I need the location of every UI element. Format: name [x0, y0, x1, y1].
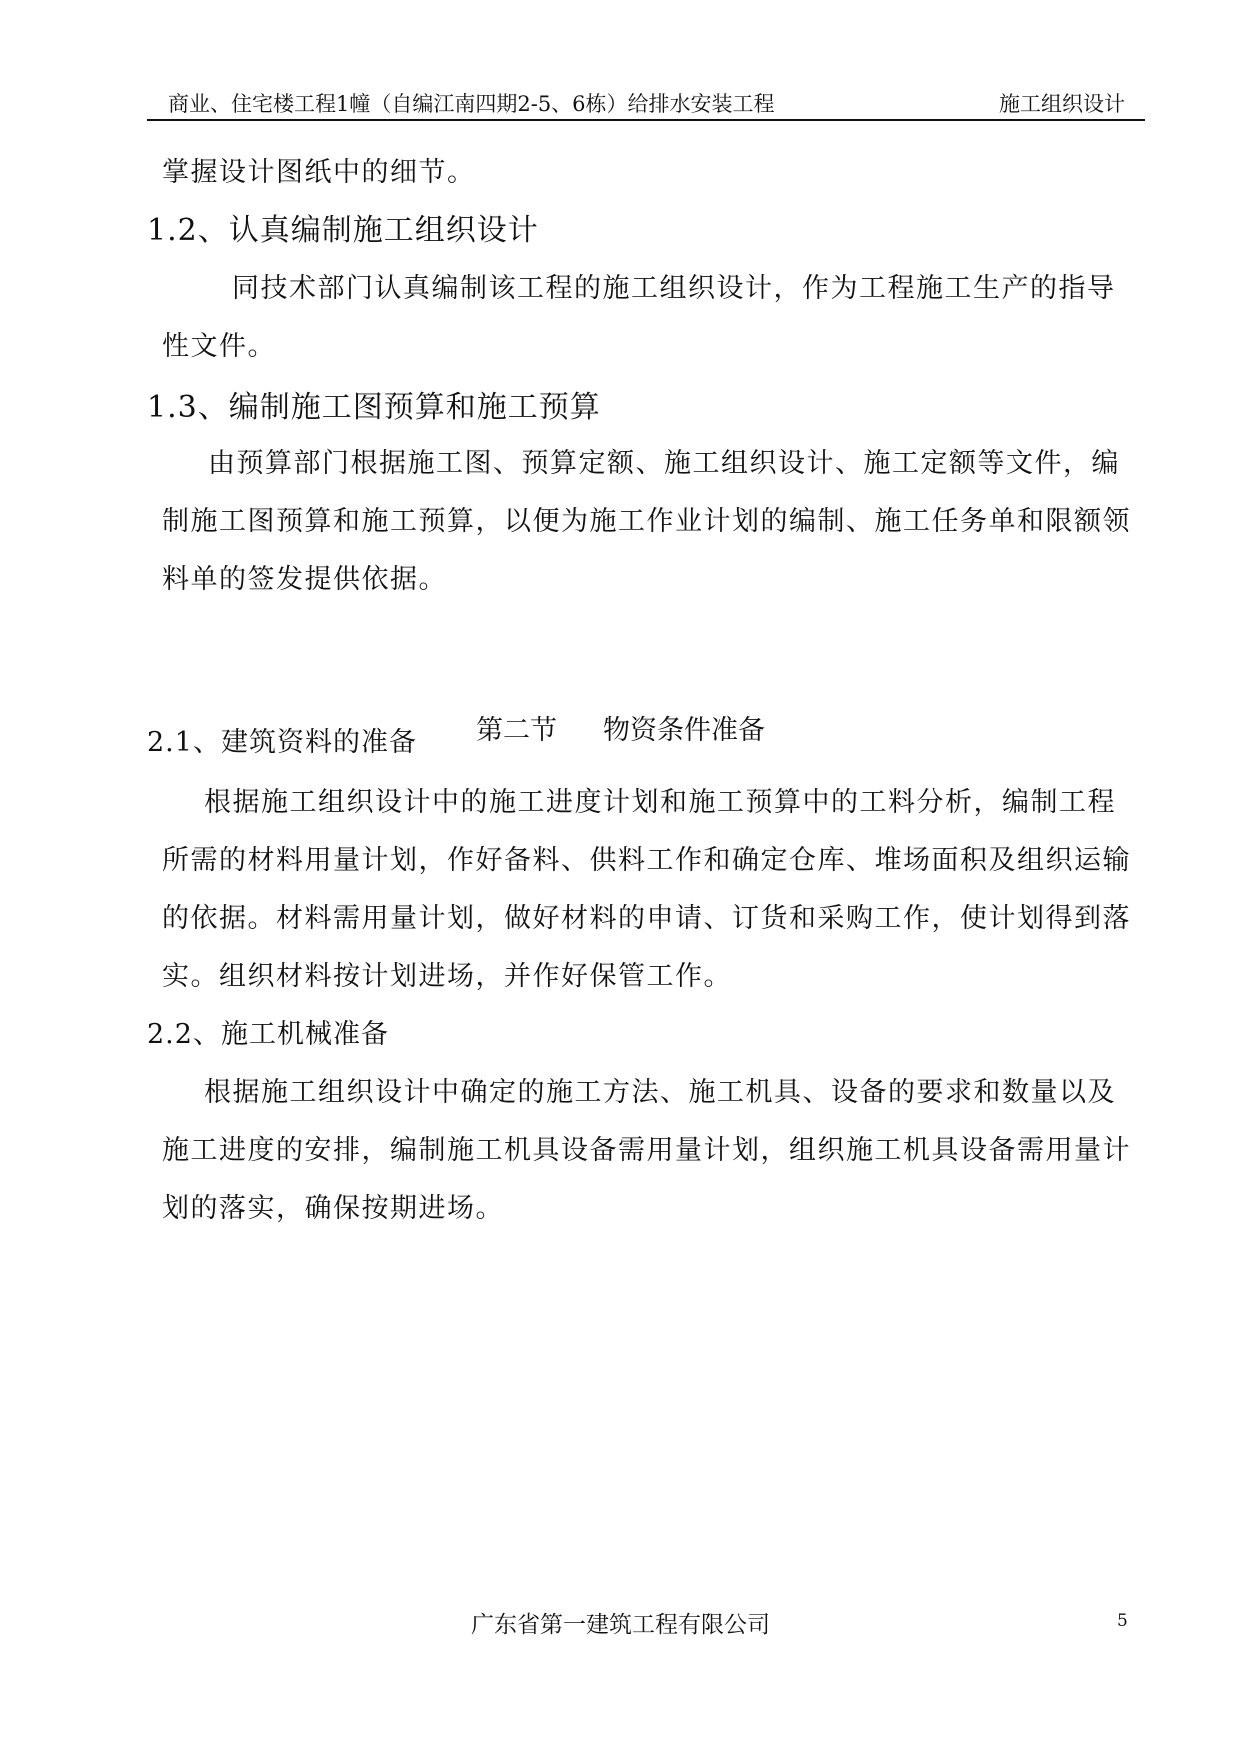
- paragraph-line: 的依据。材料需用量计划，做好材料的申请、订货和采购工作，使计划得到落: [162, 903, 1131, 934]
- paragraph-line: 由预算部门根据施工图、预算定额、施工组织设计、施工定额等文件，编: [208, 448, 1120, 479]
- paragraph-line: 划的落实，确保按期进场。: [162, 1193, 504, 1224]
- header-title: 商业、住宅楼工程1幢（自编江南四期2-5、6栋）给排水安装工程: [168, 92, 775, 116]
- paragraph-line: 同技术部门认真编制该工程的施工组织设计，作为工程施工生产的指导: [232, 273, 1116, 304]
- heading-2-2: 2.2、施工机械准备: [147, 1019, 389, 1050]
- heading-2-1: 2.1、建筑资料的准备: [147, 727, 417, 758]
- paragraph-line: 料单的签发提供依据。: [162, 564, 447, 595]
- paragraph-line: 施工进度的安排，编制施工机具设备需用量计划，组织施工机具设备需用量计: [162, 1135, 1131, 1166]
- paragraph-line: 所需的材料用量计划，作好备料、供料工作和确定仓库、堆场面积及组织运输: [162, 845, 1131, 876]
- section-name: 物资条件准备: [603, 715, 765, 746]
- footer-company: 广东省第一建筑工程有限公司: [471, 1612, 770, 1638]
- paragraph-line: 根据施工组织设计中确定的施工方法、施工机具、设备的要求和数量以及: [204, 1077, 1116, 1108]
- paragraph-line: 制施工图预算和施工预算，以便为施工作业计划的编制、施工任务单和限额领: [162, 506, 1131, 537]
- heading-1-2: 1.2、认真编制施工组织设计: [147, 213, 539, 248]
- page-number: 5: [1117, 1611, 1128, 1631]
- paragraph-line: 掌握设计图纸中的细节。: [162, 157, 476, 188]
- paragraph-line: 根据施工组织设计中的施工进度计划和施工预算中的工料分析，编制工程: [204, 787, 1116, 818]
- heading-1-3: 1.3、编制施工图预算和施工预算: [147, 390, 601, 425]
- header-rule: [147, 119, 1145, 121]
- paragraph-line: 性文件。: [162, 331, 276, 362]
- section-number: 第二节: [476, 715, 557, 746]
- header-section: 施工组织设计: [999, 92, 1125, 116]
- paragraph-line: 实。组织材料按计划进场，并作好保管工作。: [162, 961, 732, 992]
